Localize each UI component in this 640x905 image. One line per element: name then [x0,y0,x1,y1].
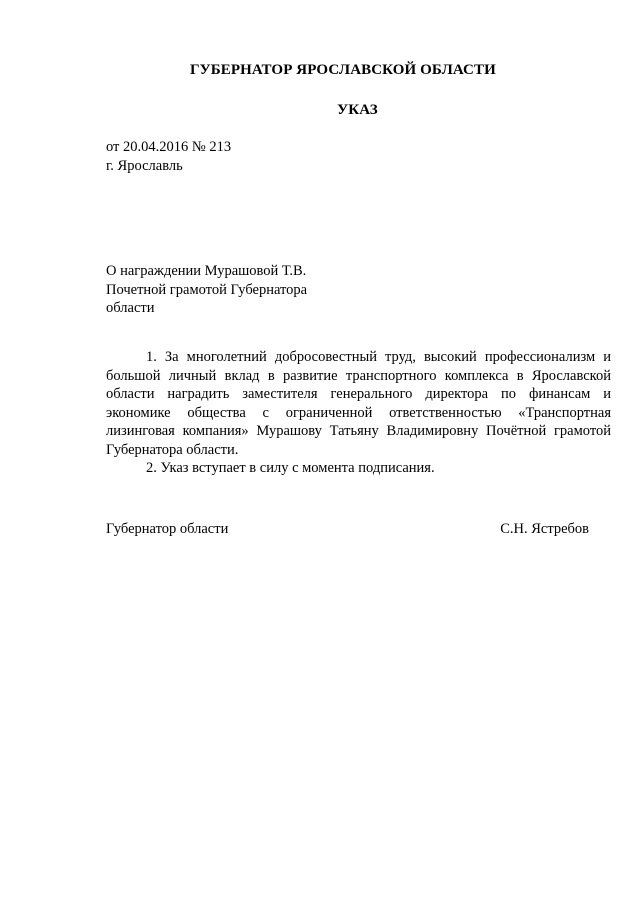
decree-title: УКАЗ [337,102,378,118]
place: г. Ярославль [106,157,183,174]
subject-line: области [106,300,155,316]
subject-line: О награждении Мурашовой Т.В. [106,263,307,279]
date-number: от 20.04.2016 № 213 [106,139,232,155]
paragraph-2: 2. Указ вступает в силу с момента подписания. [146,460,435,476]
paragraph-1: 1. За многолетний добросовестный труд, высокий профессионализм и большой личный вклад в развитие транспортного комплекса в Ярославской области наградить заместителя генерального директора по финансам и экономике общества с ограниченной ответственностью «Транспортная лизинговая компания» Мурашову Татьяну Владимировну Почётной грамотой Губернатора области. [106,349,611,458]
decree-subject [106,262,307,318]
decree-meta [106,138,231,175]
decree-body [106,348,611,478]
signature-name: С.Н. Ястребов [500,521,589,537]
governor-heading: ГУБЕРНАТОР ЯРОСЛАВСКОЙ ОБЛАСТИ [190,62,496,78]
subject-line: Почетной грамотой Губернатора [106,281,308,298]
signature-title: Губернатор области [106,521,229,537]
